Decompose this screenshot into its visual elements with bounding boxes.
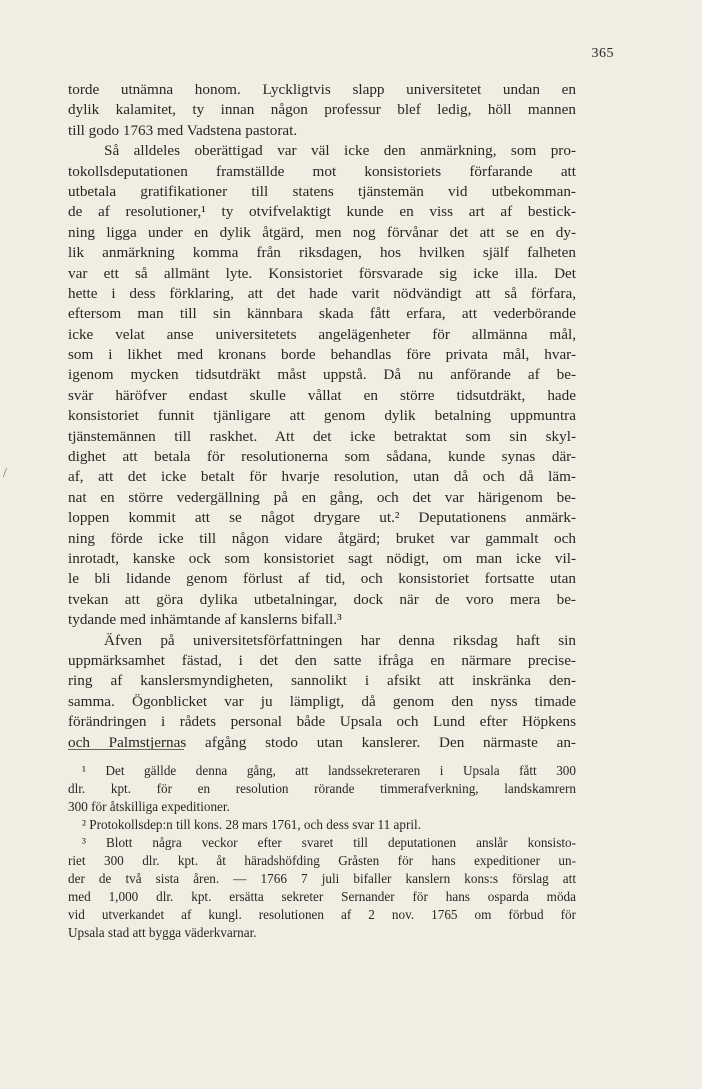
text-line: svär häröfver endast skulle vållat en större tidsutdräkt, hade	[68, 386, 576, 404]
footnote-line: med 1,000 dlr. kpt. ersätta sekreter Sernander för hans osparda möda	[68, 889, 576, 904]
footnote-line: ² Protokollsdep:n till kons. 28 mars 1761, och dess svar 11 april.	[82, 817, 421, 832]
text-line: dighet att betala för resolutionerna som sådana, kunde synas där-	[68, 448, 576, 466]
footnote-line: Upsala stad att bygga väderkvarnar.	[68, 925, 257, 940]
text-line: tydande med inhämtande af kanslerns bifall.³	[68, 611, 342, 629]
text-line: loppen kommit att se något drygare ut.² Deputationens anmärk-	[68, 509, 576, 527]
text-line: till godo 1763 med Vadstena pastorat.	[68, 121, 298, 139]
text-line: af, att det icke betalt för hvarje resolution, utan då och då läm-	[68, 468, 576, 486]
footnote-line: ³ Blott några veckor efter svaret till deputationen anslår konsisto-	[82, 835, 576, 850]
body-text	[68, 80, 576, 753]
footnotes	[68, 762, 576, 942]
text-line: ning ligga under en dylik åtgärd, men nog förvånar det att se en dy-	[68, 223, 576, 241]
text-line: Så alldeles oberättigad var väl icke den anmärkning, som pro-	[104, 142, 576, 160]
text-line: konsistoriet funnit tjänligare att genom dylik betalning uppmuntra	[68, 407, 576, 425]
text-line: förändringen i rådets personal både Upsala och Lund efter Höpkens	[68, 713, 576, 731]
text-line: de af resolutioner,¹ ty otvifvelaktigt kunde en viss art af bestick-	[68, 203, 576, 221]
footnote-line: ¹ Det gällde denna gång, att landssekreteraren i Upsala fått 300	[82, 763, 576, 778]
text-line: ning förde icke till någon vidare åtgärd; bruket var gammalt och	[68, 529, 576, 547]
page-number: 365	[591, 46, 614, 61]
text-line: och Palmstjernas afgång stodo utan kanslerer. Den närmaste an-	[68, 733, 576, 751]
footnote-line: vid utverkandet af kungl. resolutionen af 2 nov. 1765 om förbud för	[68, 907, 576, 922]
text-line: icke velat anse universitetets angelägenheter för allmänna mål,	[68, 325, 576, 343]
text-line: tjänstemännen till raskhet. Att det icke betraktat som sin skyl-	[68, 427, 576, 445]
text-line: le bli lidande genom förlust af tid, och konsistoriet fortsatte utan	[68, 570, 576, 588]
text-line: inrotadt, kanske ock som konsistoriet sagt nödigt, om man icke vil-	[68, 549, 576, 567]
text-line: samma. Ögonblicket var ju lämpligt, då genom den nyss timade	[68, 692, 576, 710]
text-line: tokollsdeputationen framställde mot konsistoriets förfarande att	[68, 162, 576, 180]
footnote-line: riet 300 dlr. kpt. åt häradshöfding Gråsten för hans expeditioner un-	[68, 853, 576, 868]
text-line: utbetala gratifikationer till statens tjänstemän vid utbekomman-	[68, 182, 576, 200]
text-line: uppmärksamhet fästad, i det den satte ifråga en närmare precise-	[68, 651, 576, 669]
text-line: lik anmärkning komma från riksdagen, hos hvilken själf falheten	[68, 244, 576, 262]
margin-mark: /	[3, 466, 7, 481]
text-line: torde utnämna honom. Lyckligtvis slapp universitetet undan en	[68, 81, 576, 98]
footnote-line: der de två sista åren. — 1766 7 juli bifaller kanslern kons:s förslag att	[68, 871, 576, 886]
footnote-line: dlr. kpt. för en resolution rörande timmerafverkning, landskamrern	[68, 781, 576, 796]
footnote-line: 300 för åtskilliga expeditioner.	[68, 799, 230, 814]
text-line: dylik kalamitet, ty innan någon professur blef ledig, höll mannen	[68, 101, 576, 119]
text-line: som i likhet med kronans borde behandlas före privata mål, hvar-	[68, 346, 576, 364]
text-line: nat en större vedergällning på en gång, och det var härigenom be-	[68, 488, 576, 506]
text-line: eftersom man till sin kännbara skada fått erfara, att vederbörande	[68, 305, 576, 323]
text-line: var ett så allmänt lyte. Konsistoriet försvarade sig icke illa. Det	[68, 264, 576, 282]
text-line: ring af kanslersmyndigheten, sannolikt i afsikt att inskränka den-	[68, 672, 576, 690]
text-line: igenom mycken tidsutdräkt måst uppstå. Då nu anförande af be-	[68, 366, 576, 384]
text-line: Äfven på universitetsförfattningen har denna riksdag haft sin	[104, 631, 576, 649]
text-line: tvekan att göra dylika utbetalningar, dock när de voro mera be-	[68, 590, 576, 608]
footnote-divider	[68, 749, 184, 750]
text-line: hette i dess förklaring, att det hade varit nödvändigt att så förfara,	[68, 284, 576, 302]
